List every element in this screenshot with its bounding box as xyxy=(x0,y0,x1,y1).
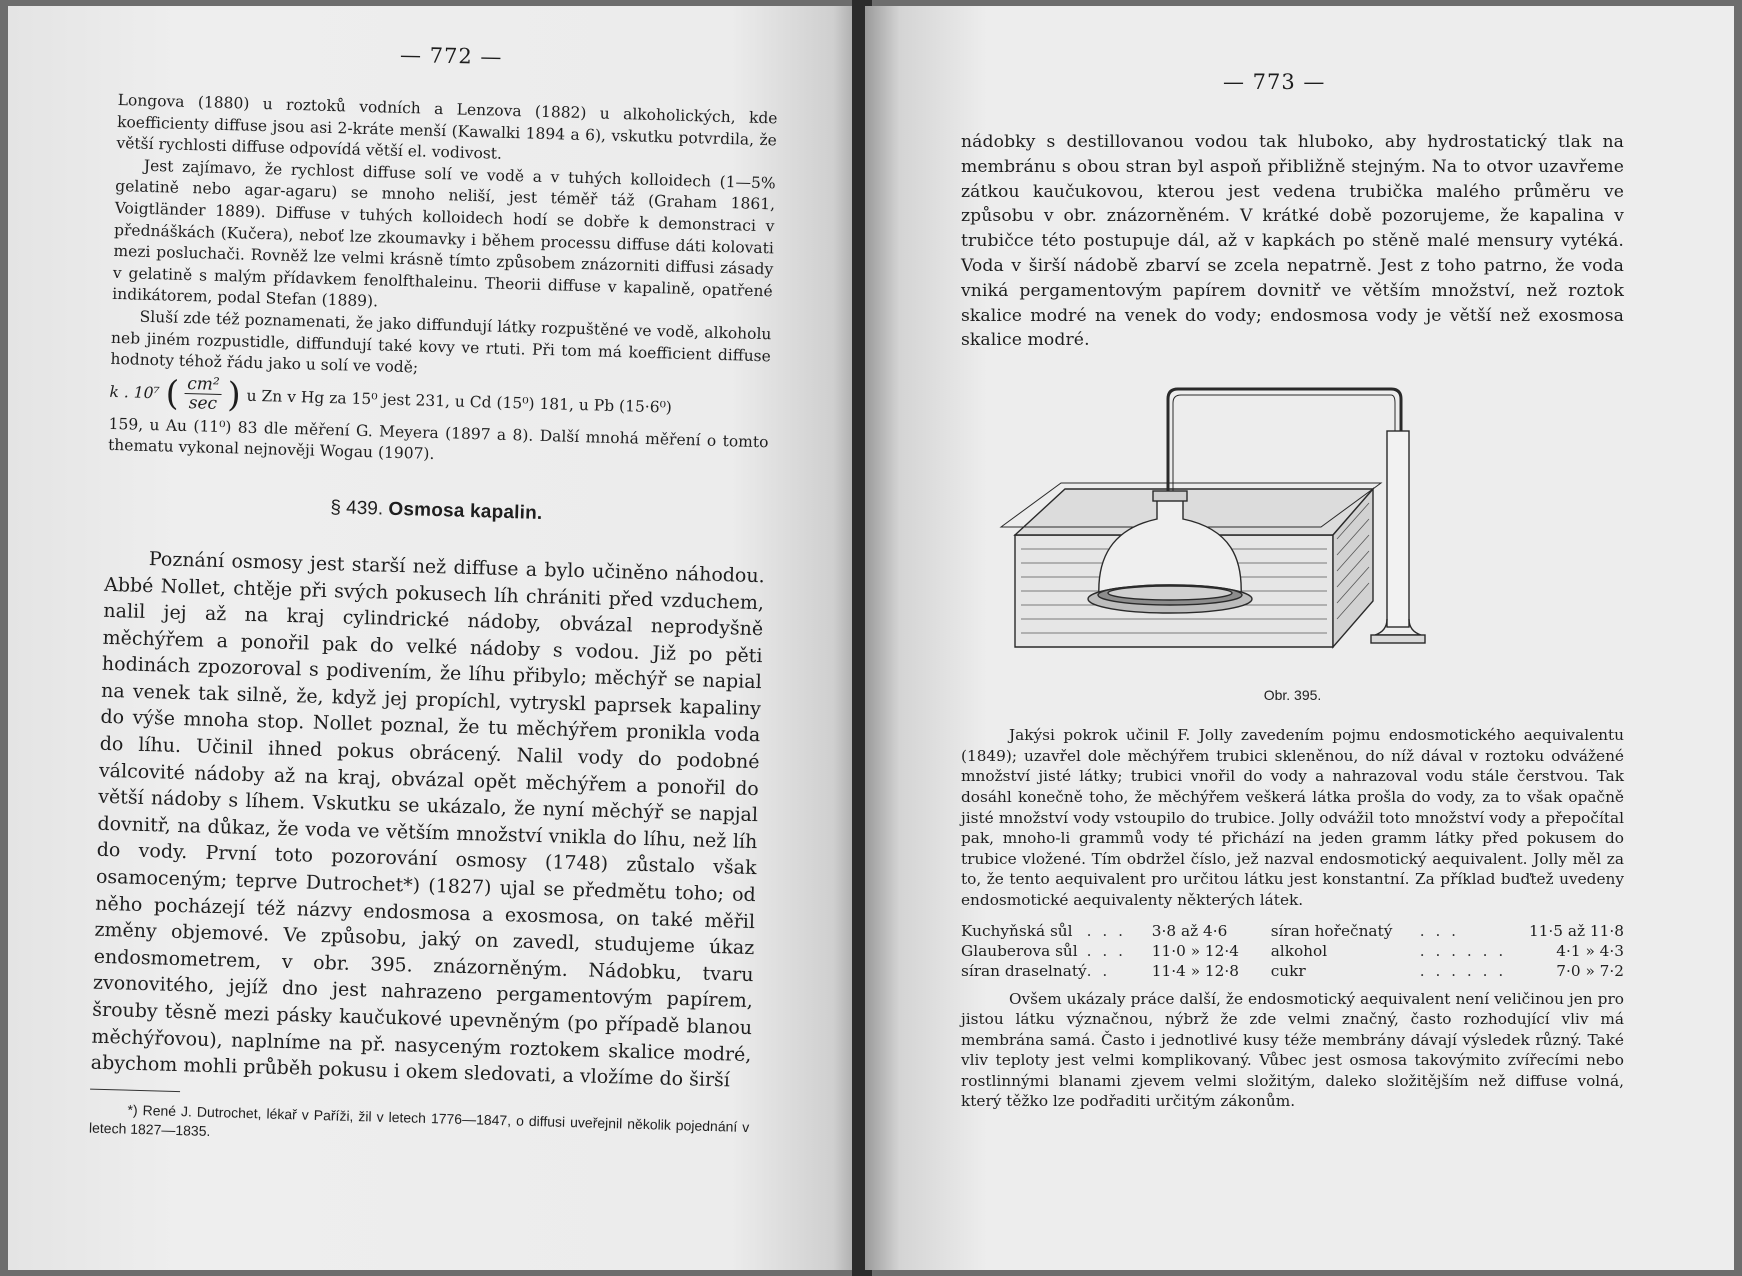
footnote-divider xyxy=(90,1088,180,1092)
value-range: 4·1 » 4·3 xyxy=(1556,941,1624,960)
dot-leader: . . . xyxy=(1419,921,1460,940)
endosmometer-illustration xyxy=(961,379,1624,679)
value-range: 11·5 až 11·8 xyxy=(1528,921,1624,940)
jolly-paragraph: Jakýsi pokrok učinil F. Jolly zavedením pojmu endosmotického aequivalentu (1849); uzavřel dole měchýřem trubici skleněnou, do níž dával v roztoku odvážené množství jisté látky; trubici vnořil do vody a nahrazoval vodu stále čerstvou. Tak dosáhl konečně toho, že měchýřem veškerá látka prošla do vody, za to však opačně jisté množství vody vstoupilo do trubice. Jolly odvážil toto množství vody a přepočítal pak, mnoho-li grammů vody té přichází na jeden gramm látky před pokusem do trubice vložené. Tím obdržel číslo, jež nazval endosmotický aequivalent. Jolly měl za to, že tento aequivalent pro určitou látku jest konstantní. Za příklad buďtež uvedeny endosmotické aequivalenty některých látek. xyxy=(961,726,1624,909)
table-row xyxy=(961,921,1624,941)
right-page xyxy=(865,6,1734,1270)
paren-close: ) xyxy=(226,374,242,416)
section-title: Osmosa kapalin. xyxy=(388,498,543,524)
left-page xyxy=(8,6,859,1270)
table-row xyxy=(961,941,1624,961)
value-range: 7·0 » 7·2 xyxy=(1556,961,1624,980)
substance-name: síran hořečnatý xyxy=(1270,921,1393,940)
substance-name: cukr xyxy=(1270,961,1306,980)
unit-fraction xyxy=(184,373,221,414)
osmosis-paragraph: Poznání osmosy jest starší než diffuse a bylo učiněno náhodou. Abbé Nollet, chtěje při svých pokusech líh chrániti před vzduchem, nalil jej až na kraj cylindrické nádoby, obvázal neprodyšně měchýřem a ponořil pak do velké nádoby s vodou. Již po pěti hodinách zpozoroval s podivením, že líhu přibylo; měchýř se napial na venek tak silně, že, když jej propíchl, vytryskl paprsek kapaliny do výše mnoha stop. Nollet poznal, že tu měchýřem pronikla voda do líhu. Učinil ihned pokus obrácený. Nalil vody do podobné válcovité nádoby až na kraj, obvázal opět měchýřem a ponořil do větší nádoby s líhem. Vskutku se ukázalo, že nyní měchýř se napjal dovnitř, na důkaz, že voda ve větším množství vnikla do líhu, než líh do vody. První toto pozorování osmosy (1748) zůstalo však osamoceným; teprve Dutrochet*) (1827) ujal se předmětu toho; od něho pocházejí též názvy endosmosa a exosmosa, on také měřil změny objemové. Ve způsobu, jaký on zavedl, studujeme úkaz endosmometrem, v obr. 395. znázorněným. Nádobku, tvaru zvonovitého, jejíž dno jest nahrazeno pergamentovým papírem, šrouby těsně mezi pásky kaučukové upevněným (po případě blanou měchýřovou), naplníme na př. nasyceným roztokem skalice modré, abychom mohli průběh pokusu i okem sledovati, a vložíme do širší xyxy=(90,547,765,1092)
left-page-text xyxy=(89,90,778,1156)
endosmosis-paragraph: nádobky s destillovanou vodou tak hluboko, aby hydrostatický tlak na membránu s obou stran byl aspoň přibližně stejným. Na to otvor uzavřeme zátkou kaučukovou, kterou jest vedena trubička malého průměru ve způsobu v obr. znázorněném. V krátké době pozorujeme, že kapalina v trubičce této postupuje dál, až v kapkách po stěně malé mensury vytéká. Voda v širší nádobě zbarví se zcela nepatrně. Jest z toho patrno, že voda vniká pergamentovým papírem dovnitř ve větším množství, než roztok skalice modré na venek do vody; endosmosa vody je větší než exosmosa skalice modré. xyxy=(961,132,1624,351)
dot-leader: . . . . . . xyxy=(1419,941,1507,960)
dot-leader: . . . . . . xyxy=(1419,961,1507,980)
page-number-right: — 773 — xyxy=(1223,70,1326,94)
metals-paragraph-end: 159, u Au (11⁰) 83 dle měření G. Meyera (1897 a 8). Další mnohá měření o tomto thematu vykonal nejnověji Wogau (1907). xyxy=(107,414,769,464)
value-range: 3·8 až 4·6 xyxy=(1151,921,1228,940)
formula-rest: u Zn v Hg za 15⁰ jest 231, u Cd (15⁰) 181, u Pb (15·6⁰) xyxy=(246,386,673,417)
formula-k: k . 10⁷ xyxy=(109,382,160,402)
page-number-left: — 772 — xyxy=(399,42,503,70)
right-page-text xyxy=(961,130,1624,1112)
dot-leader: . . xyxy=(1086,961,1111,980)
metals-paragraph: Sluší zde též poznamenati, že jako diffundují látky rozpuštěné ve vodě, alkoholu neb jiném rozpustidle, diffundují také kovy ve rtuti. Při tom má koefficient diffuse hodnoty téhož řádu jako u solí ve vodě; xyxy=(110,307,772,377)
intro-text: Longova (1880) u roztoků vodních a Lenzova (1882) u alkoholických, kde koefficienty diffuse jsou asi 2-kráte menší (Kawalki 1894 a 6), vskutku potvrdila, že větší rychlosti diffuse odpovídá větší el. vodivost. xyxy=(116,90,778,163)
endosmometer-figure xyxy=(961,379,1624,679)
figure-caption: Obr. 395. xyxy=(1263,687,1322,704)
dot-leader: . . . xyxy=(1086,921,1126,940)
table-row xyxy=(961,961,1624,981)
value-range: 11·4 » 12·8 xyxy=(1151,961,1239,980)
footnote: *) René J. Dutrochet, lékař v Paříži, žil v letech 1776—1847, o diffusi uveřejnil několik pojednání v letech 1827—1835. xyxy=(88,1101,750,1139)
dot-leader: . . . xyxy=(1086,941,1126,960)
substance-name: síran draselnatý xyxy=(961,961,1087,980)
aequivalent-table xyxy=(961,921,1624,981)
value-range: 11·0 » 12·4 xyxy=(1151,941,1239,960)
osmosis-body xyxy=(90,545,765,1095)
fraction-denominator: sec xyxy=(188,392,218,414)
section-heading xyxy=(106,491,766,531)
intro-paragraphs xyxy=(110,90,778,389)
colloid-paragraph: Jest zajímavo, že rychlost diffuse solí ve vodě a v tuhých kolloidech (1—5% gelatině nebo agar-agaru) se mnoho neliší, jest téměř táž (Graham 1861, Voigtländer 1889). Diffuse v tuhých kolloidech hodí se dobře k demonstraci v přednáškách (Kučera), neboť lze zkoumavky i během processu diffuse dáti kolovati mezi posluchači. Rovněž lze velmi krásně tímto způsobem znázorniti diffusi zásady v gelatině s malým přídavkem fenolfthaleinu. Theorii diffuse v kapalině, opatřené indikátorem, podal Stefan (1889). xyxy=(112,156,776,311)
fraction-numerator: cm² xyxy=(186,373,220,395)
section-number: § 439. xyxy=(330,497,384,520)
substance-name: alkohol xyxy=(1270,941,1328,960)
final-paragraph: Ovšem ukázaly práce další, že endosmotický aequivalent není veličinou jen pro jistou látku význačnou, nýbrž že zde velmi značný, často rozhodující vliv má membrána samá. Často i jednotlivé kusy téže membrány dávají výsledek různý. Také vliv teploty jest velmi komplikovaný. Vůbec jest osmosa takovýmito zvířecími nebo rostlinnými blanami zjevem velmi složitým, daleko složitějším než diffuse volná, který těžko lze podřaditi určitým zákonům. xyxy=(961,989,1624,1111)
substance-name: Glauberova sůl xyxy=(961,941,1078,960)
paren-open: ( xyxy=(165,373,180,414)
substance-name: Kuchyňská sůl xyxy=(961,921,1073,940)
